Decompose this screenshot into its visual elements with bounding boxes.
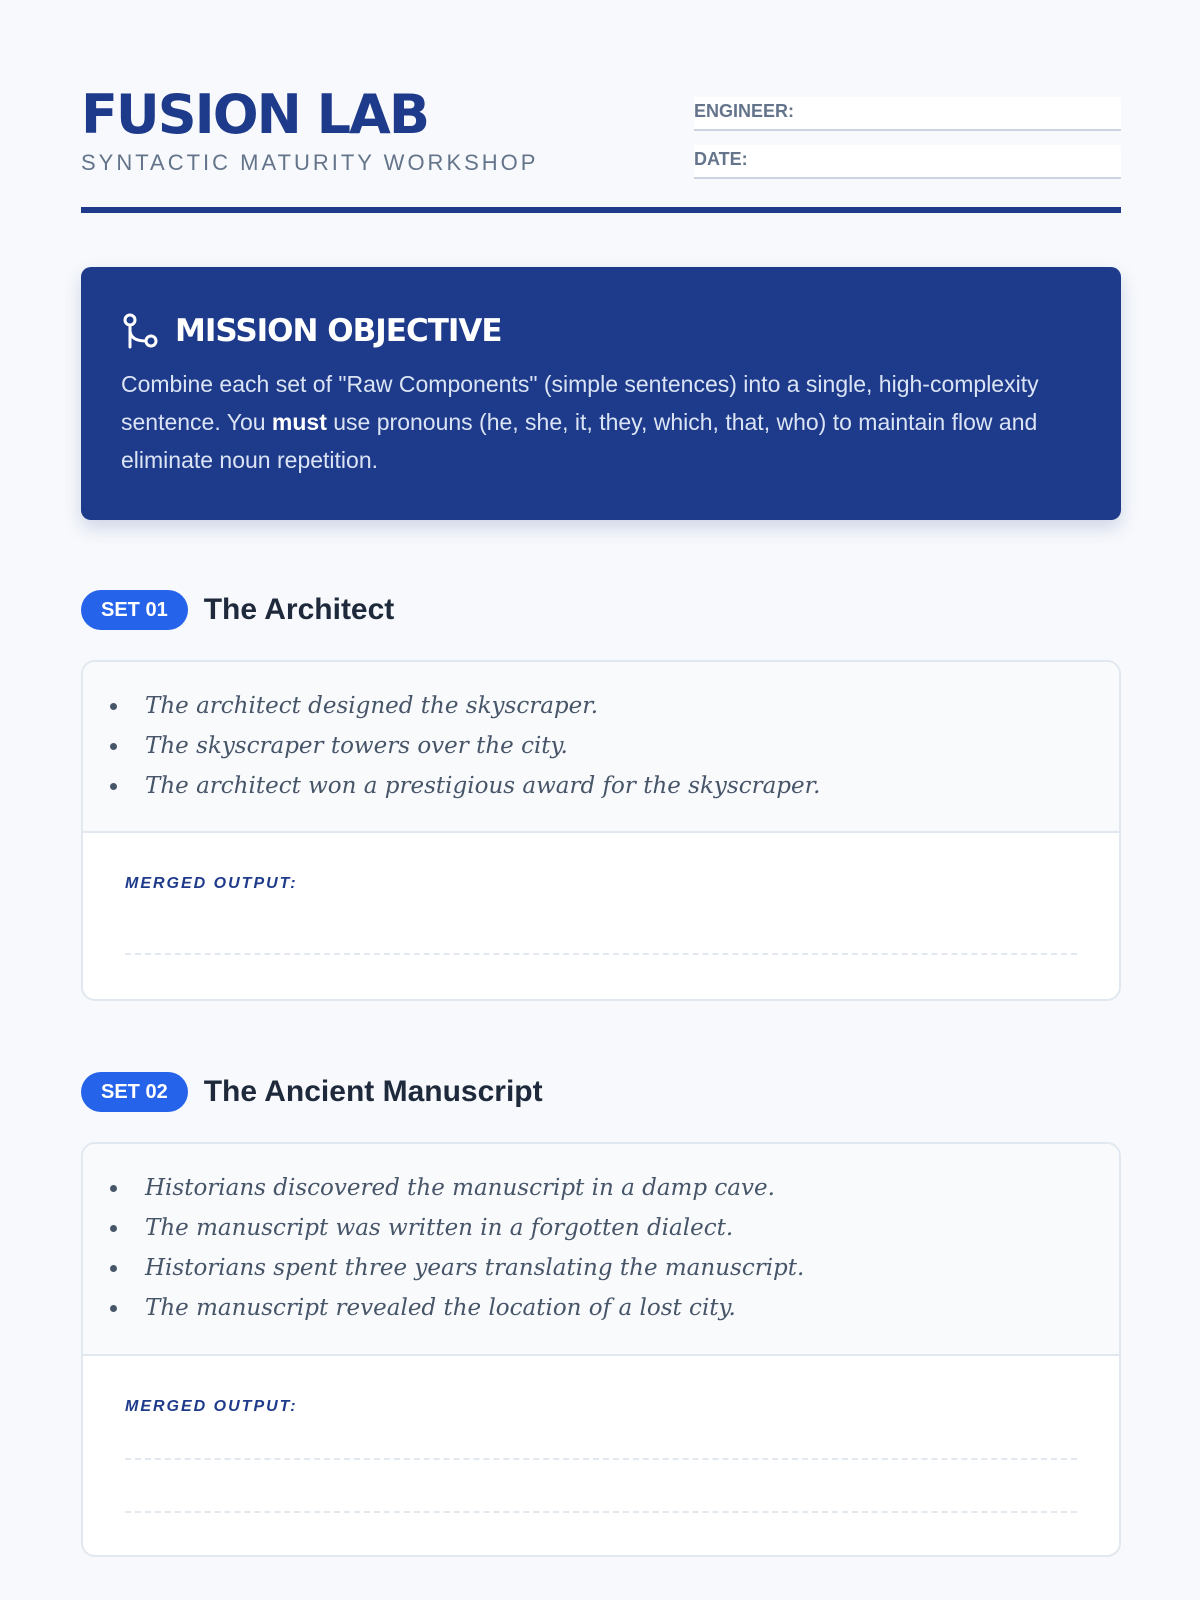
mission-text [121, 365, 1081, 479]
engineer-field [694, 97, 1121, 131]
git-merge-icon [121, 311, 159, 351]
engineer-label: ENGINEER: [694, 101, 795, 121]
answer-line[interactable] [125, 953, 1077, 955]
date-input[interactable] [804, 147, 1121, 175]
page-header [81, 0, 1121, 214]
merged-output-area[interactable] [83, 833, 1119, 955]
list-item: The architect designed the skyscraper. [145, 686, 1119, 726]
raw-components-list [83, 662, 1119, 833]
date-label: DATE: [694, 149, 748, 169]
header-divider [81, 207, 1121, 213]
page-title: FUSION LAB [81, 83, 428, 146]
list-item: Historians discovered the manuscript in a damp cave. [145, 1168, 1119, 1208]
set-card [81, 1142, 1121, 1557]
set-header [81, 590, 394, 630]
list-item: Historians spent three years translating the manuscript. [145, 1248, 1119, 1288]
set-card [81, 660, 1121, 1001]
list-item: The skyscraper towers over the city. [145, 726, 1119, 766]
page-subtitle: SYNTACTIC MATURITY WORKSHOP [81, 150, 539, 175]
raw-components-list [83, 1144, 1119, 1356]
set-badge: SET 02 [81, 1072, 188, 1112]
mission-text-emphasis: must [271, 409, 327, 435]
answer-line[interactable] [125, 1511, 1077, 1513]
engineer-input[interactable] [804, 99, 1121, 127]
list-item: The manuscript was written in a forgotten dialect. [145, 1208, 1119, 1248]
mission-text-end: use pronouns (he, she, it, they, which, that, who) to maintain flow and eliminate noun repetition. [121, 409, 1038, 473]
mission-heading [121, 311, 1081, 351]
mission-text-start: Combine each set of "Raw Components" (simple sentences) into a single, high-complexity sentence. You [121, 371, 1039, 435]
set-header [81, 1072, 543, 1112]
merged-output-label: MERGED OUTPUT: [125, 875, 298, 892]
set-badge: SET 01 [81, 590, 188, 630]
mission-title: MISSION OBJECTIVE [175, 313, 502, 349]
worksheet-page [81, 0, 1121, 1415]
list-item: The manuscript revealed the location of a lost city. [145, 1288, 1119, 1328]
merged-output-area[interactable] [83, 1356, 1119, 1513]
mission-card [81, 267, 1121, 520]
answer-line[interactable] [125, 1458, 1077, 1460]
set-title: The Architect [203, 593, 395, 626]
list-item: The architect won a prestigious award for the skyscraper. [145, 766, 1119, 806]
merged-output-label: MERGED OUTPUT: [125, 1398, 298, 1415]
set-title: The Ancient Manuscript [203, 1075, 543, 1108]
date-field [694, 145, 1121, 179]
